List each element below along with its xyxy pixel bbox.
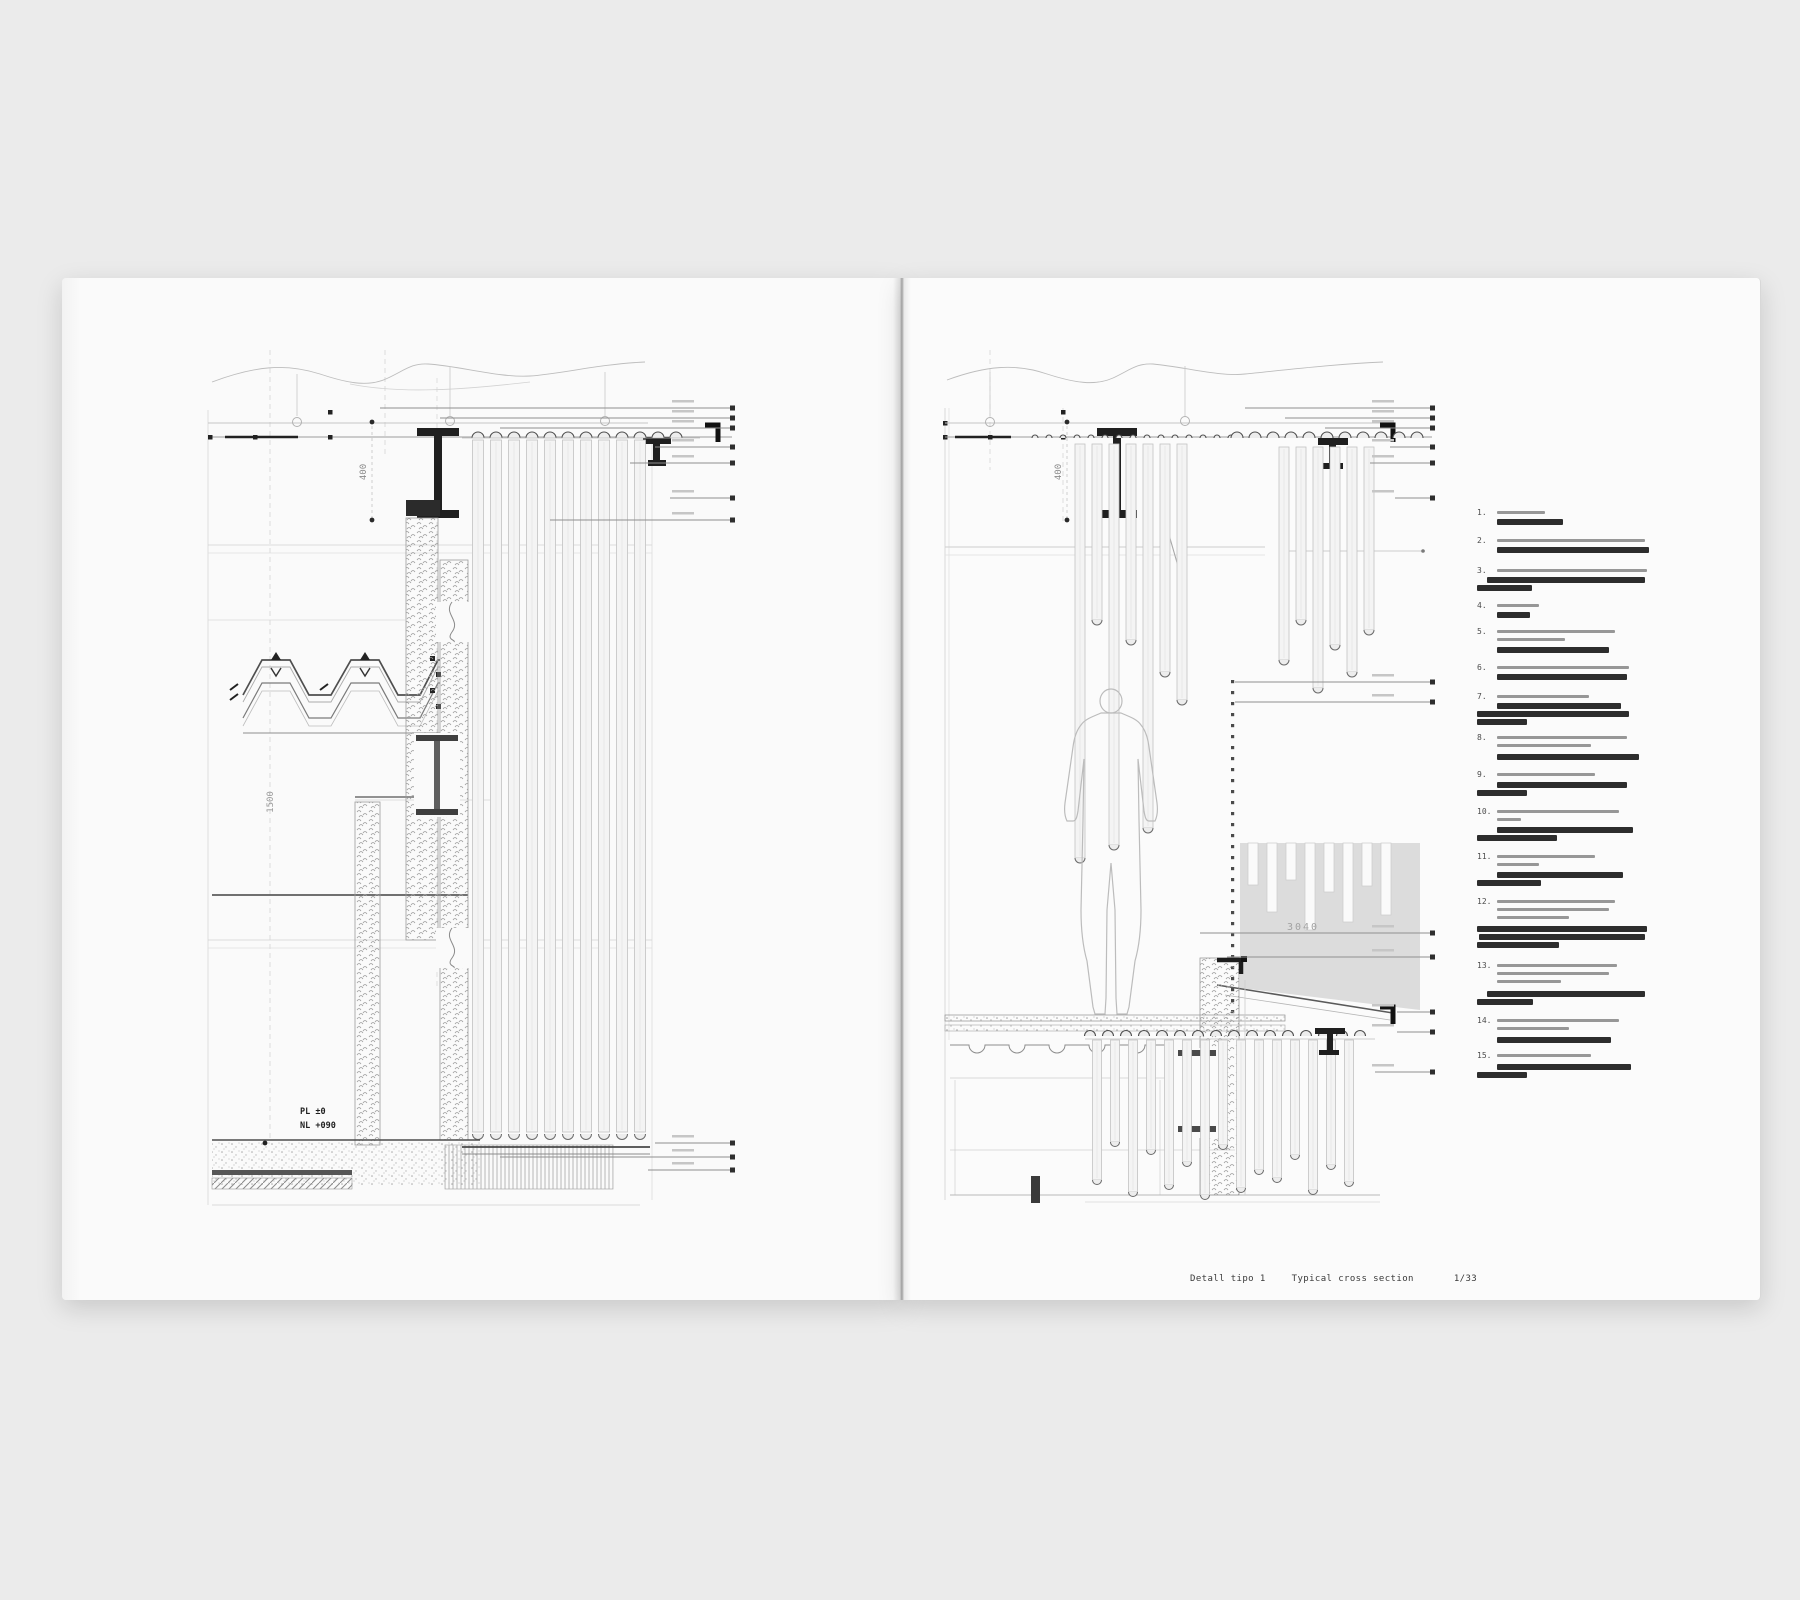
left-detail-drawing bbox=[200, 350, 760, 1215]
legend-item-number: 7. bbox=[1477, 692, 1487, 701]
caption-scale: 1/33 bbox=[1453, 1274, 1478, 1284]
louvre-tube-array-a bbox=[1075, 444, 1187, 863]
caption-detail: Detall tipo 1 bbox=[1190, 1274, 1266, 1284]
legend-item-number: 14. bbox=[1477, 1016, 1492, 1025]
legend-bold-text-bar bbox=[1487, 991, 1645, 997]
louvre-caps-bottom bbox=[473, 1134, 646, 1140]
legend-light-text-bar bbox=[1497, 604, 1539, 607]
legend-bold-text-bar bbox=[1477, 790, 1527, 796]
grid-lines bbox=[943, 350, 1063, 1200]
dim-400-label: 400 bbox=[359, 463, 369, 481]
legend-light-text-bar bbox=[1497, 818, 1521, 821]
legend-bold-text-bar bbox=[1487, 577, 1645, 583]
legend-light-text-bar bbox=[1497, 1019, 1619, 1022]
legend-bold-text-bar bbox=[1497, 827, 1633, 833]
legend-light-text-bar bbox=[1497, 964, 1617, 967]
legend-bold-text-bar bbox=[1477, 942, 1559, 948]
legend-light-text-bar bbox=[1497, 666, 1629, 669]
legend-light-text-bar bbox=[1497, 810, 1619, 813]
steel-tee-and-flashing bbox=[643, 425, 718, 466]
legend-light-text-bar bbox=[1497, 863, 1539, 866]
legend-light-text-bar bbox=[1497, 695, 1589, 698]
legend-item-number: 3. bbox=[1477, 566, 1487, 575]
legend-item-number: 6. bbox=[1477, 663, 1487, 672]
legend-light-text-bar bbox=[1497, 511, 1545, 514]
legend-light-text-bar bbox=[1497, 916, 1569, 919]
legend-bold-text-bar bbox=[1497, 612, 1530, 618]
legend-item-number: 5. bbox=[1477, 627, 1487, 636]
legend-bold-text-bar bbox=[1479, 934, 1645, 940]
louvre-tube-array-b bbox=[1279, 447, 1374, 693]
legend-light-text-bar bbox=[1497, 539, 1645, 542]
legend-light-text-bar bbox=[1497, 972, 1609, 975]
legend-bold-text-bar bbox=[1497, 674, 1627, 680]
legend-light-text-bar bbox=[1497, 980, 1561, 983]
legend-light-text-bar bbox=[1497, 1054, 1591, 1057]
ground-slab bbox=[212, 1140, 650, 1205]
louvre-tube-array bbox=[473, 440, 646, 1132]
legend-item-number: 1. bbox=[1477, 508, 1487, 517]
legend-light-text-bar bbox=[1497, 736, 1627, 739]
caption-type: Typical cross section bbox=[1291, 1274, 1414, 1284]
dimension-400 bbox=[359, 420, 374, 523]
dimension-1500 bbox=[266, 791, 276, 813]
legend-light-text-bar bbox=[1497, 638, 1565, 641]
legend-item-number: 12. bbox=[1477, 897, 1492, 906]
shaded-louvre-box bbox=[1217, 843, 1420, 1020]
legend-bold-text-bar bbox=[1477, 711, 1629, 717]
legend-light-text-bar bbox=[1497, 908, 1609, 911]
dim-1500-label: 1500 bbox=[266, 791, 276, 813]
legend-bold-text-bar bbox=[1497, 703, 1621, 709]
steel-beam-mid bbox=[414, 733, 460, 817]
book-spine bbox=[893, 278, 911, 1300]
legend-item-number: 10. bbox=[1477, 807, 1492, 816]
level-line-1: PL ±0 bbox=[300, 1107, 326, 1117]
legend-bold-text-bar bbox=[1497, 782, 1627, 788]
legend-light-text-bar bbox=[1497, 744, 1591, 747]
legend-bold-text-bar bbox=[1477, 880, 1541, 886]
legend-bold-text-bar bbox=[1497, 754, 1639, 760]
legend-item-number: 11. bbox=[1477, 852, 1492, 861]
legend-item-number: 4. bbox=[1477, 601, 1487, 610]
legend-item-number: 9. bbox=[1477, 770, 1487, 779]
legend-light-text-bar bbox=[1497, 1027, 1569, 1030]
legend-bold-text-bar bbox=[1477, 585, 1532, 591]
legend-bold-text-bar bbox=[1497, 872, 1623, 878]
level-annotation bbox=[300, 1107, 336, 1131]
legend-bold-text-bar bbox=[1477, 835, 1557, 841]
legend-bold-text-bar bbox=[1497, 1064, 1631, 1070]
legend-bold-text-bar bbox=[1477, 719, 1527, 725]
legend-item-number: 8. bbox=[1477, 733, 1487, 742]
page-right bbox=[902, 278, 1761, 1300]
legend-bold-text-bar bbox=[1497, 547, 1649, 553]
legend-light-text-bar bbox=[1497, 773, 1595, 776]
legend-item-number: 13. bbox=[1477, 961, 1492, 970]
legend-bold-text-bar bbox=[1497, 647, 1609, 653]
legend-item-number: 15. bbox=[1477, 1051, 1492, 1060]
legend-light-text-bar bbox=[1497, 855, 1595, 858]
page-left bbox=[62, 278, 902, 1300]
level-line-2: NL +090 bbox=[300, 1121, 336, 1131]
caption bbox=[1190, 1274, 1520, 1284]
legend-item-number: 2. bbox=[1477, 536, 1487, 545]
legend-light-text-bar bbox=[1497, 569, 1647, 572]
legend-bold-text-bar bbox=[1477, 926, 1647, 932]
legend-bold-text-bar bbox=[1497, 519, 1563, 525]
legend-light-text-bar bbox=[1497, 630, 1615, 633]
dim-3040-label: 3040 bbox=[1287, 922, 1320, 933]
right-detail-drawing bbox=[935, 350, 1460, 1215]
dim-400-label: 400 bbox=[1054, 463, 1064, 481]
wall-hatch bbox=[355, 500, 472, 1145]
legend-bold-text-bar bbox=[1497, 1037, 1611, 1043]
legend-light-text-bar bbox=[1497, 900, 1615, 903]
legend-bold-text-bar bbox=[1477, 999, 1533, 1005]
legend bbox=[1477, 505, 1689, 1097]
legend-bold-text-bar bbox=[1477, 1072, 1527, 1078]
